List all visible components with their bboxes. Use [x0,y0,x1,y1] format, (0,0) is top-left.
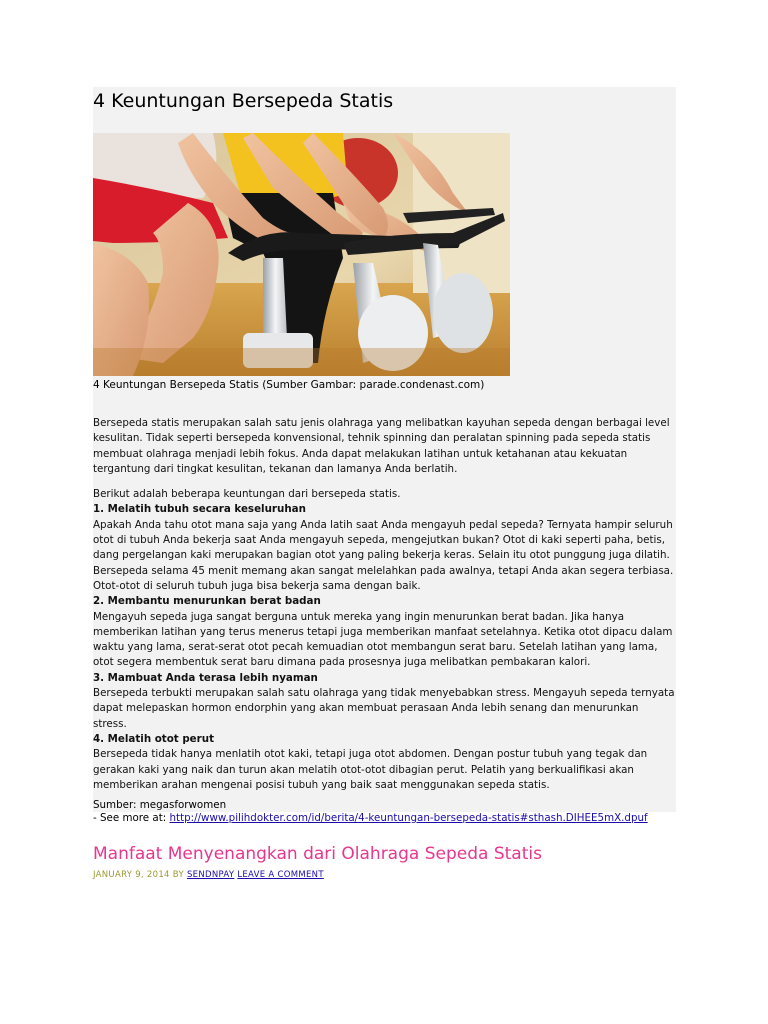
article-body [93,416,675,793]
source-line: Sumber: megasforwomen [93,799,227,811]
author-link[interactable]: SENDNPAY [186,870,235,880]
point-text: Bersepeda tidak hanya menlatih otot kaki, tetapi juga otot abdomen. Dengan postur tubuh yang tegak dan gerakan kaki yang naik dan turun akan melatih otot-otot dibagian perut. Pelatih yang berkualifikasi akan memberikan arahan mengenai posisi tubuh yang baik saat menggunakan sepeda statis. [93,748,648,791]
point-title: 3. Mambuat Anda terasa lebih nyaman [93,671,318,684]
point-text: Apakah Anda tahu otot mana saja yang Anda latih saat Anda mengayuh pedal sepeda? Ternyata hampir seluruh otot di tubuh Anda bekerja saat Anda mengayuh sepeda, mengejutkan bukan? Otot di kaki seperti paha, betis, dang pergelangan kaki merupakan bagian otot yang paling bekerja keras. Selain itu otot punggung juga dilatih. Bersepeda selama 45 menit memang akan sangat melelahkan pada awalnya, tetapi Anda akan segera terbiasa. Otot-otot di seluruh tubuh juga bisa bekerja sama dengan baik. [93,518,674,592]
leave-comment-link[interactable]: LEAVE A COMMENT [237,870,324,880]
point-text: Mengayuh sepeda juga sangat berguna untuk mereka yang ingin menurunkan berat badan. Jika hanya memberikan latihan yang terus menerus tetapi juga memberikan manfaat setelahnya. Ketika otot dipacu dalam waktu yang lama, serat-serat otot pecah kemuadian otot membangun serat baru. Setelah latihan yang lama, otot segera membentuk serat baru dimana pada prosesnya juga melibatkan pembakaran kalori. [93,610,673,669]
article-title: 4 Keuntungan Bersepeda Statis [93,90,394,112]
post-heading[interactable]: Manfaat Menyenangkan dari Olahraga Sepeda Statis [93,844,542,864]
point-title: 4. Melatih otot perut [93,732,214,745]
image-caption: 4 Keuntungan Bersepeda Statis (Sumber Gambar: parade.condenast.com) [93,379,485,391]
point-text: Bersepeda terbukti merupakan salah satu olahraga yang tidak menyebabkan stress. Mengayuh sepeda ternyata dapat melepaskan hormon endorphin yang akan membuat perasaan Anda lebih senang dan menurunkan stress. [93,687,675,730]
post-by: BY [169,870,187,880]
lead-paragraph: Berikut adalah beberapa keuntungan dari bersepeda statis. [93,488,401,501]
intro-paragraph: Bersepeda statis merupakan salah satu jenis olahraga yang melibatkan kayuhan sepeda dengan berbagai level kesulitan. Tidak seperti bersepeda konvensional, tehnik spinning dan peralatan spinning pada sepeda statis membuat olahraga menjadi lebih fokus. Anda dapat melakukan latihan untuk ketahanan atau kekuatan tergantung dari tingkat kesulitan, tekanan dan lamanya Anda berlatih. [93,417,670,475]
spinning-class-photo [93,133,510,376]
see-more-link[interactable]: http://www.pilihdokter.com/id/berita/4-keuntungan-bersepeda-statis#sthash.DIHEE5mX.dpuf [169,812,648,824]
post-date[interactable]: JANUARY 9, 2014 [93,870,170,880]
post-meta [93,869,693,881]
see-more-prefix: - See more at: [93,812,170,824]
point-title: 2. Membantu menurunkan berat badan [93,595,321,608]
point-title: 1. Melatih tubuh secara keseluruhan [93,503,306,516]
see-more-line [93,812,693,825]
